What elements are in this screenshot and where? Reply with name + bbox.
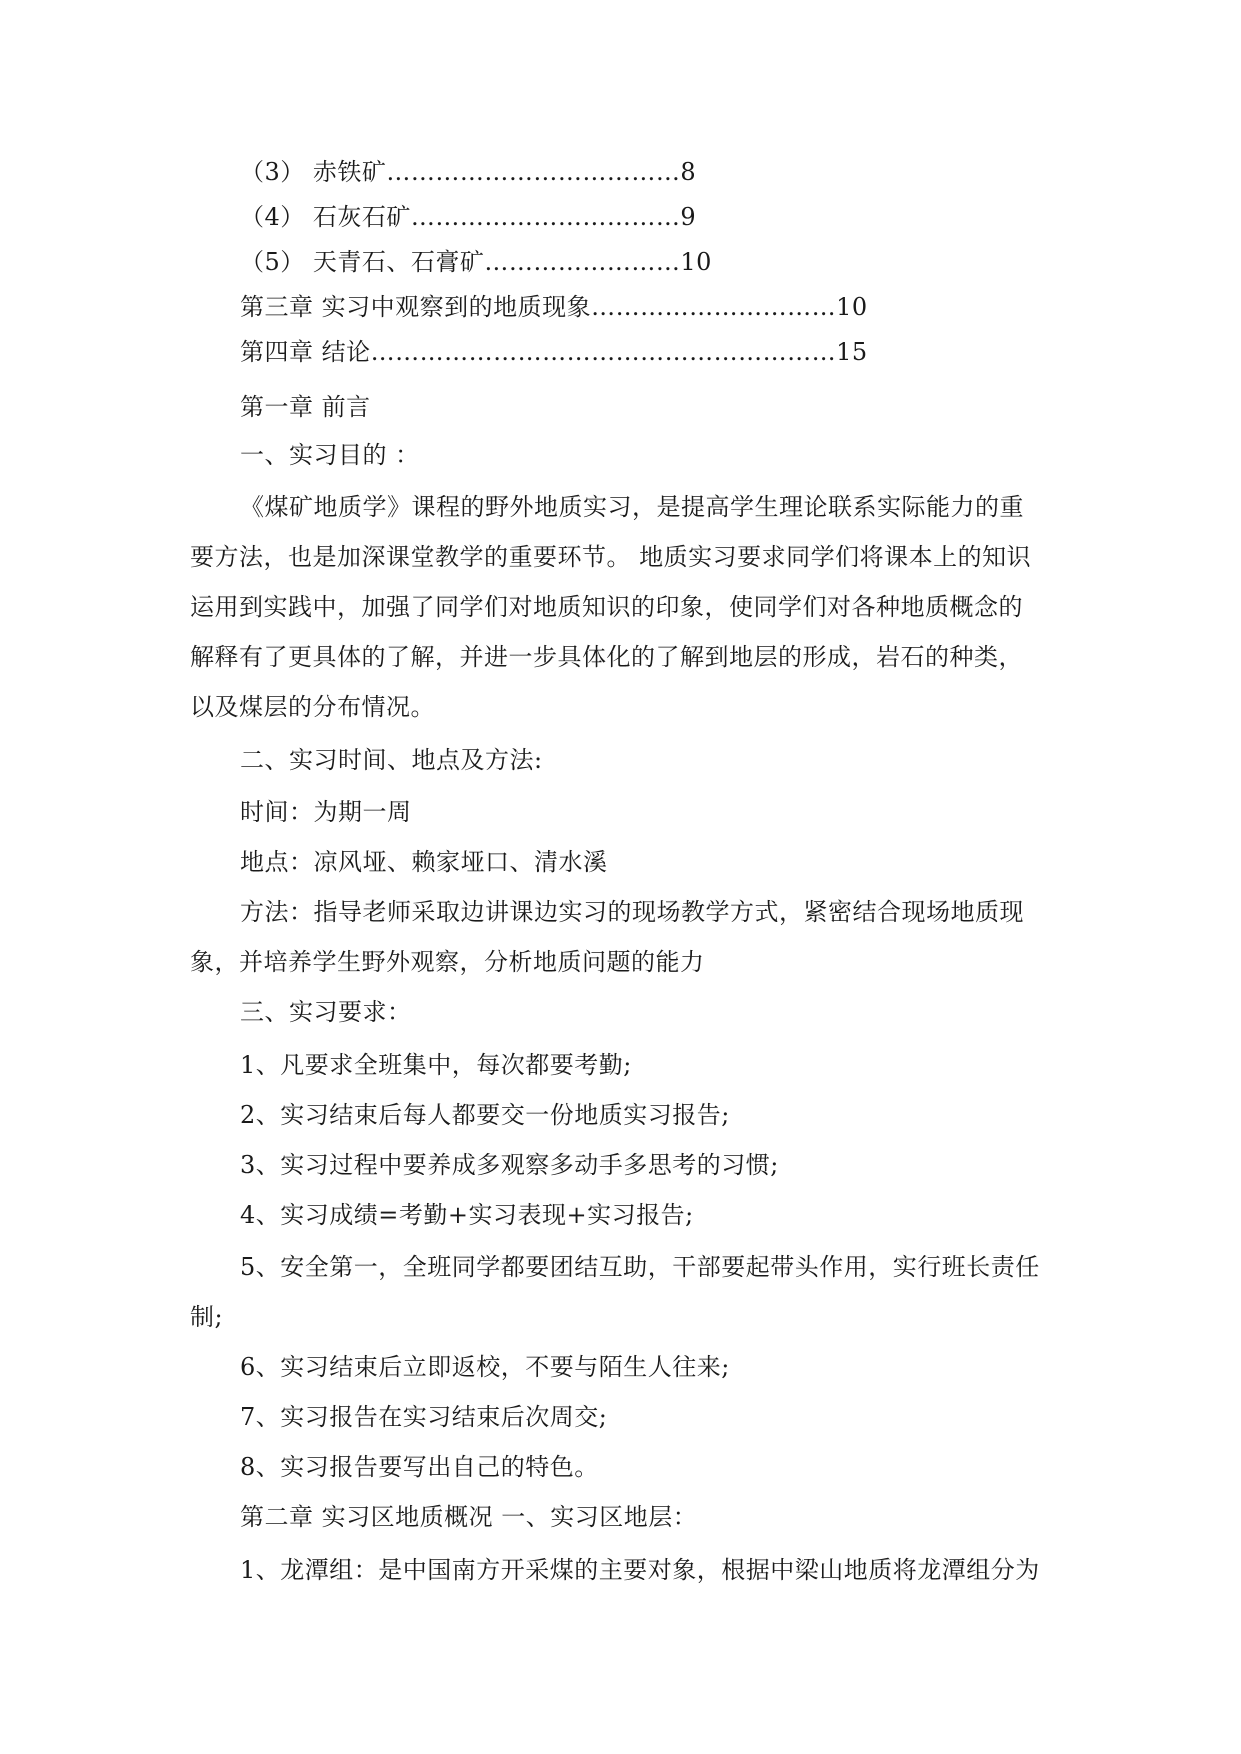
toc-page-number: 8 (680, 158, 697, 186)
toc-entry (240, 202, 696, 232)
list-item: 3、实习过程中要养成多观察多动手多思考的习惯; (240, 1151, 779, 1179)
list-item: 5、安全第一，全班同学都要团结互助，干部要起带头作用，实行班长责任 (240, 1253, 1040, 1281)
paragraph-line: 要方法，也是加深课堂教学的重要环节。 地质实习要求同学们将课本上的知识 (190, 543, 1032, 571)
list-item: 2、实习结束后每人都要交一份地质实习报告; (240, 1101, 730, 1129)
toc-label: （5） 天青石、石膏矿 (240, 248, 485, 276)
toc-page-number: 10 (836, 293, 868, 321)
paragraph-line: 1、龙潭组：是中国南方开采煤的主要对象，根据中梁山地质将龙潭组分为 (240, 1556, 1040, 1584)
paragraph-line: 解释有了更具体的了解，并进一步具体化的了解到地层的形成，岩石的种类， (190, 643, 1023, 671)
paragraph-line: 方法：指导老师采取边讲课边实习的现场教学方式，紧密结合现场地质现 (240, 898, 1024, 926)
section-heading: 三、实习要求： (240, 998, 412, 1026)
toc-label: （3） 赤铁矿 (240, 158, 387, 186)
list-item: 1、凡要求全班集中，每次都要考勤; (240, 1051, 632, 1079)
section-heading: 一、实习目的 ： (240, 441, 420, 469)
toc-entry (240, 157, 696, 187)
toc-entry (240, 247, 712, 277)
paragraph-line: 运用到实践中，加强了同学们对地质知识的印象，使同学们对各种地质概念的 (190, 593, 1023, 621)
paragraph-line: 象，并培养学生野外观察，分析地质问题的能力 (190, 948, 705, 976)
toc-dots: …………………………… (410, 203, 681, 231)
paragraph-line: 时间：为期一周 (240, 798, 412, 826)
toc-entry (240, 337, 868, 367)
paragraph-line: 《煤矿地质学》课程的野外地质实习，是提高学生理论联系实际能力的重 (240, 493, 1024, 521)
paragraph-line: 地点：凉风垭、赖家垭口、清水溪 (240, 848, 608, 876)
paragraph-line: 以及煤层的分布情况。 (190, 693, 435, 721)
chapter-heading: 第二章 实习区地质概况 一、实习区地层： (240, 1503, 698, 1531)
toc-dots: …………………… (484, 248, 681, 276)
toc-dots: ………………………… (591, 293, 837, 321)
section-heading: 二、实习时间、地点及方法: (240, 746, 543, 774)
toc-page-number: 15 (836, 338, 868, 366)
list-item: 7、实习报告在实习结束后次周交; (240, 1403, 608, 1431)
toc-page-number: 9 (680, 203, 697, 231)
chapter-heading: 第一章 前言 (240, 393, 371, 421)
list-item-continuation: 制; (190, 1303, 224, 1331)
toc-label: 第三章 实习中观察到的地质现象 (240, 293, 592, 321)
list-item: 8、实习报告要写出自己的特色。 (240, 1453, 599, 1481)
list-item: 4、实习成绩=考勤+实习表现+实习报告; (240, 1201, 694, 1229)
toc-label: （4） 石灰石矿 (240, 203, 411, 231)
toc-dots: ………………………………………………… (370, 338, 837, 366)
toc-entry (240, 292, 868, 322)
toc-dots: ……………………………… (386, 158, 681, 186)
toc-page-number: 10 (680, 248, 712, 276)
list-item: 6、实习结束后立即返校，不要与陌生人往来; (240, 1353, 730, 1381)
toc-label: 第四章 结论 (240, 338, 371, 366)
